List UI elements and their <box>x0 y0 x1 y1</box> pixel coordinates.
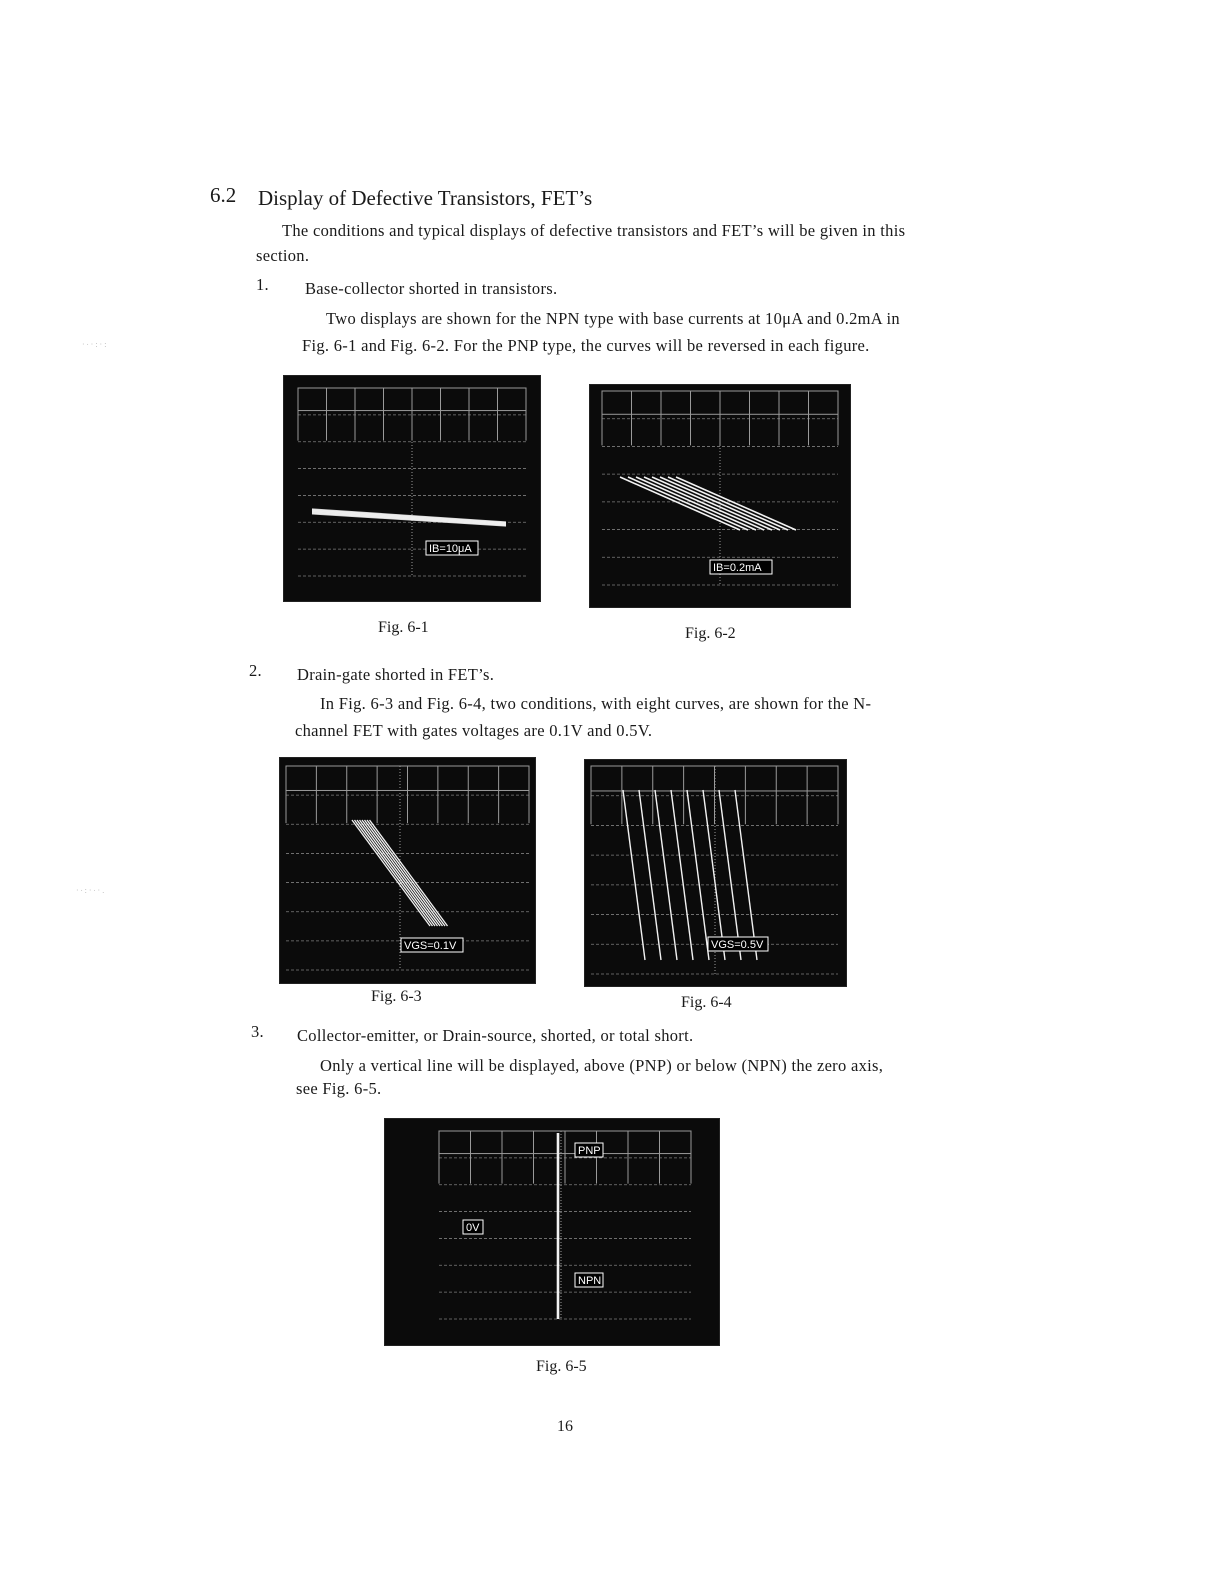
fig5-label-npn: NPN <box>578 1275 602 1287</box>
trace-curve <box>357 820 435 926</box>
trace-curve <box>367 820 445 926</box>
figure-6-3-caption: Fig. 6-3 <box>371 988 422 1005</box>
trace-curve <box>370 820 448 926</box>
figure-6-4-plot <box>585 760 846 986</box>
item3-number: 3. <box>251 1022 264 1041</box>
trace-curve <box>668 477 788 530</box>
trace-curve <box>365 820 443 926</box>
figure-6-3-plot <box>280 758 535 983</box>
fig4-label: VGS=0.5V <box>711 939 764 951</box>
figure-6-3-scope <box>279 757 536 984</box>
trace-curve <box>628 477 748 530</box>
section-title: Display of Defective Transistors, FET’s <box>258 186 593 210</box>
trace-curve <box>352 820 430 926</box>
item1-text-line1: Two displays are shown for the NPN type with base currents at 10μA and 0.2mA in <box>326 309 900 328</box>
figure-6-1-caption: Fig. 6-1 <box>378 619 429 636</box>
item1-number: 1. <box>256 275 269 294</box>
fig3-label: VGS=0.1V <box>404 940 457 952</box>
fig2-label: IB=0.2mA <box>713 562 762 574</box>
trace-curve <box>360 820 438 926</box>
section-intro-line1: The conditions and typical displays of defective transistors and FET’s will be given in this <box>282 221 906 240</box>
figure-6-5-plot <box>385 1119 719 1345</box>
trace-curve <box>676 477 796 530</box>
figure-6-5-scope <box>384 1118 720 1346</box>
scan-speck: ·∙·:·: <box>82 340 109 349</box>
section-number: 6.2 <box>210 183 237 207</box>
figure-6-2-caption: Fig. 6-2 <box>685 625 736 642</box>
fig5-label-0v: 0V <box>466 1222 480 1234</box>
trace-curve <box>362 820 440 926</box>
trace-curve <box>652 477 772 530</box>
scan-speck: ·∙:·∙·. <box>76 886 107 895</box>
item3-title: Collector-emitter, or Drain-source, shorted, or total short. <box>297 1026 694 1045</box>
figure-6-2-scope <box>589 384 851 608</box>
figure-6-5-caption: Fig. 6-5 <box>536 1358 587 1375</box>
item3-text-line1: Only a vertical line will be displayed, above (PNP) or below (NPN) the zero axis, <box>320 1056 884 1075</box>
trace-curve <box>636 477 756 530</box>
item3-text-line2: see Fig. 6-5. <box>296 1079 382 1098</box>
item1-text-line2: Fig. 6-1 and Fig. 6-2. For the PNP type, the curves will be reversed in each figure. <box>302 336 870 355</box>
item2-text-line2: channel FET with gates voltages are 0.1V and 0.5V. <box>295 721 653 740</box>
figure-6-4-scope <box>584 759 847 987</box>
fig5-label-pnp: PNP <box>578 1145 601 1157</box>
figure-6-1-plot <box>284 376 540 601</box>
figure-6-4-caption: Fig. 6-4 <box>681 994 732 1011</box>
figure-6-2-plot <box>590 385 850 607</box>
section-intro-line2: section. <box>256 246 310 265</box>
trace-curve <box>620 477 740 530</box>
trace-curve <box>355 820 433 926</box>
item2-text-line1: In Fig. 6-3 and Fig. 6-4, two conditions, with eight curves, are shown for the N- <box>320 694 872 713</box>
fig1-label: IB=10μA <box>429 543 472 555</box>
item2-title: Drain-gate shorted in FET’s. <box>297 665 495 684</box>
figure-6-1-scope <box>283 375 541 602</box>
page-number: 16 <box>557 1418 573 1435</box>
item1-title: Base-collector shorted in transistors. <box>305 279 558 298</box>
item2-number: 2. <box>249 661 262 680</box>
trace-curve <box>644 477 764 530</box>
